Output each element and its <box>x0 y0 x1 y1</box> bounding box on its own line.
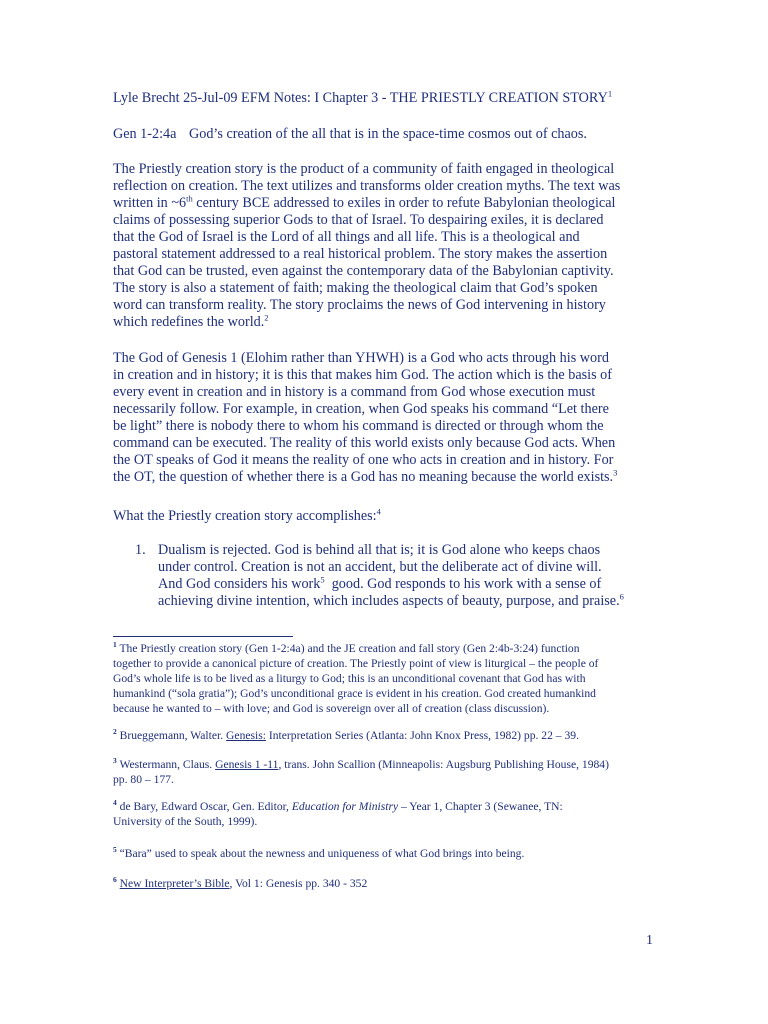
footnote-ref-1[interactable]: 1 <box>607 88 613 99</box>
text-line: under control. Creation is not an accident, but the deliberate act of divine will. <box>158 559 602 575</box>
text-line: every event in creation and in history is a command from God whose execution must <box>113 384 596 400</box>
text-line: pastoral statement addressed to a real historical problem. The story makes the assertion <box>113 246 608 262</box>
scripture-reference: Gen 1-2:4a <box>113 126 177 142</box>
superscript: th <box>186 193 193 204</box>
text-line: written in ~6th century BCE addressed to exiles in order to refute Babylonian theological <box>113 193 616 211</box>
text-line: The God of Genesis 1 (Elohim rather than YHWH) is a God who acts through his word <box>113 350 609 366</box>
text-line: claims of possessing superior Gods to that of Israel. To despairing exiles, it is declared <box>113 212 604 228</box>
paragraph-1 <box>113 161 659 331</box>
header-text: Lyle Brecht 25-Jul-09 EFM Notes: I Chapter 3 - THE PRIESTLY CREATION STORY <box>113 90 608 106</box>
footnote-ref-4[interactable]: 4 <box>376 506 381 517</box>
header-line <box>113 90 659 107</box>
page-number: 1 <box>646 933 653 948</box>
citation-title: Genesis 1 -11 <box>215 758 279 771</box>
text-line: The story is also a statement of faith; making the theological claim that God’s spoken <box>113 280 598 296</box>
paragraph-2 <box>113 350 659 486</box>
footnote-ref-3[interactable]: 3 <box>613 467 618 478</box>
text-line: the OT speaks of God it means the reality of one who acts in creation and in history. For <box>113 452 614 468</box>
footnote-separator <box>113 636 293 637</box>
text-line: reflection on creation. The text utilizes and transforms older creation myths. The text was <box>113 178 621 194</box>
text-line: together to provide a canonical picture of creation. The Priestly point of view is liturgical – the people of <box>113 657 599 670</box>
text-line: $^1$ The Priestly creation story (Gen 1-2:4a) and the JE creation and fall story (Gen 2:4b-3:24) function <box>113 640 580 655</box>
text-line: pp. 80 – 177. <box>113 773 174 786</box>
text-line: Dualism is rejected. God is behind all that is; it is God alone who keeps chaos <box>158 542 601 558</box>
text-line: that the God of Israel is the Lord of all things and all life. This is a theological and <box>113 229 580 245</box>
text-line: The Priestly creation story is the product of a community of faith engaged in theological <box>113 161 615 177</box>
text-line: the OT, the question of whether there is a God has no meaning because the world exists.$^3$ <box>113 467 618 485</box>
gen-summary: God’s creation of the all that is in the space-time cosmos out of chaos. <box>189 126 587 142</box>
text-line: which redefines the world.$^2$ <box>113 312 269 330</box>
text-line: And God considers his work$^5$ good. God responds to his work with a sense of <box>158 574 602 592</box>
text-line: God’s whole life is to be lived as a liturgy to God; this is an unconditional covenant that God has with <box>113 672 586 685</box>
citation-title: New Interpreter’s Bible <box>119 877 230 890</box>
footnote-ref-2[interactable]: 2 <box>264 312 269 323</box>
gen-line <box>113 126 659 143</box>
text-line: that God can be trusted, even against the contemporary data of the Babylonian captivity. <box>113 263 614 279</box>
text-line: be light” there is nobody there to whom his command is directed or through whom the <box>113 418 604 434</box>
footnote-6: $^6$ New Interpreter’s Bible, Vol 1: Genesis pp. 340 - 352 <box>113 875 368 890</box>
text-line: because he wanted to – with love; and God is sovereign over all of creation (class discussion). <box>113 702 550 715</box>
text-line: command can be executed. The reality of this world exists only because God acts. When <box>113 435 616 451</box>
list-item <box>158 542 658 610</box>
footnote-5: $^5$ “Bara” used to speak about the newness and uniqueness of what God brings into being. <box>113 845 525 860</box>
footnote-ref-6[interactable]: 6 <box>619 591 624 602</box>
text-line: achieving divine intention, which includes aspects of beauty, purpose, and praise.$^6$ <box>158 591 624 609</box>
footnote-ref-5[interactable]: 5 <box>320 574 325 585</box>
text-line: University of the South, 1999). <box>113 815 258 828</box>
paragraph-3 <box>113 508 659 525</box>
footnote-2: $^2$ Brueggemann, Walter. Genesis: Interpretation Series (Atlanta: John Knox Press, 1982) pp. 22 – 39. <box>113 727 579 742</box>
accomplishes-heading: What the Priestly creation story accomplishes: <box>113 508 377 524</box>
citation-title: Genesis: <box>226 729 266 742</box>
footnote-3: $^3$ Westermann, Claus. Genesis 1 -11, trans. John Scallion (Minneapolis: Augsburg Publishing House, 1984) pp. 80 – 177. <box>113 757 659 787</box>
text-line: word can transform reality. The story proclaims the news of God intervening in history <box>113 297 606 313</box>
text-line: in creation and in history; it is this that makes him God. The action which is the basis of <box>113 367 612 383</box>
footnote-4: $^4$ de Bary, Edward Oscar, Gen. Editor, Education for Ministry – Year 1, Chapter 3 (Sewanee, TN: University of the South, 1999). <box>113 799 659 829</box>
list-number: 1. <box>135 542 146 558</box>
footnote-1 <box>113 641 659 716</box>
text-line: necessarily follow. For example, in creation, when God speaks his command “Let there <box>113 401 609 417</box>
text-line: humankind (“sola gratia”); God’s unconditional grace is evident in his creation. God created humankind <box>113 687 596 700</box>
citation-title: Education for Ministry <box>291 800 399 813</box>
